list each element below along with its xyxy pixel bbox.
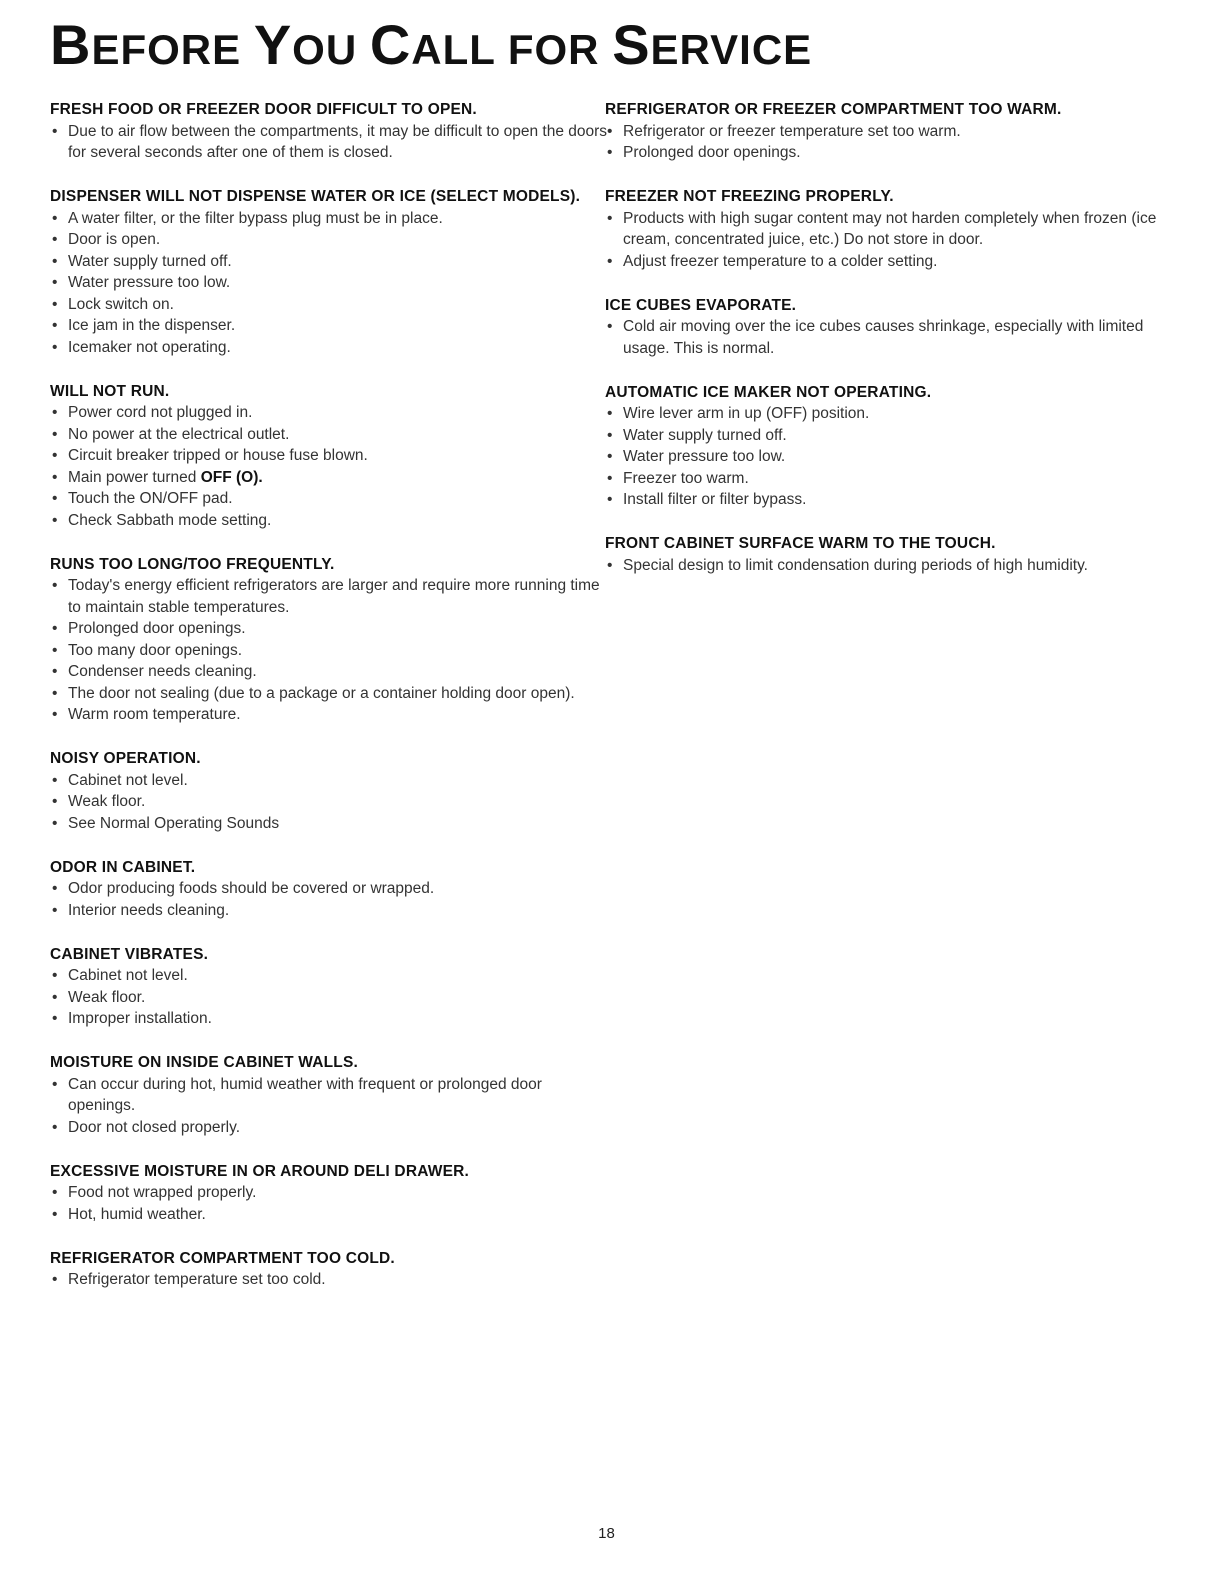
list-item-text: Weak floor.: [68, 793, 146, 810]
cause-list: [605, 208, 1165, 273]
list-item: [50, 294, 610, 316]
cause-list: [50, 1074, 610, 1139]
section-heading: AUTOMATIC ICE MAKER NOT OPERATING.: [605, 383, 932, 401]
cause-list: [50, 1269, 610, 1291]
list-item: [605, 446, 1165, 468]
list-item: [605, 121, 1165, 143]
list-item-text: Lock switch on.: [68, 295, 174, 313]
list-item: [50, 424, 613, 446]
troubleshooting-section: [50, 1248, 610, 1291]
section-heading: FRESH FOOD OR FREEZER DOOR DIFFICULT TO OPEN.: [50, 101, 477, 118]
bullet-icon: •: [52, 295, 58, 313]
bullet-icon: •: [52, 122, 58, 140]
list-item: [605, 208, 1165, 251]
bullet-icon: •: [52, 967, 58, 984]
bullet-icon: •: [607, 252, 613, 270]
cause-list: [50, 575, 610, 726]
list-item-text: Due to air flow between the compartments, it may be difficult to open the doors for several seconds after one of them is closed.: [68, 122, 608, 161]
troubleshooting-section: [50, 1161, 610, 1226]
list-item: [50, 208, 613, 230]
list-item: [50, 445, 613, 467]
bullet-icon: •: [52, 771, 58, 789]
bullet-icon: •: [52, 880, 58, 897]
list-item-text: Water pressure too low.: [623, 448, 786, 465]
list-item: [50, 402, 613, 424]
bullet-icon: •: [52, 404, 58, 421]
bullet-icon: •: [52, 209, 58, 227]
bullet-icon: •: [607, 556, 613, 574]
bullet-icon: •: [52, 1271, 58, 1288]
list-item-text: Prolonged door openings.: [68, 620, 246, 637]
troubleshooting-section: [605, 186, 1165, 272]
bullet-icon: •: [52, 901, 58, 919]
list-item-text: Too many door openings.: [68, 641, 243, 659]
list-item: [50, 488, 613, 510]
title-initial: C: [369, 13, 412, 76]
list-item: [50, 878, 610, 900]
list-item-text: Door not closed properly.: [68, 1118, 241, 1136]
list-item-text: Adjust freezer temperature to a colder setting.: [623, 252, 938, 270]
list-item-text: Hot, humid weather.: [68, 1205, 206, 1223]
bullet-icon: •: [607, 144, 613, 161]
bullet-icon: •: [607, 448, 613, 465]
list-item: [50, 229, 610, 251]
troubleshooting-section: [605, 382, 1165, 511]
bullet-icon: •: [52, 793, 58, 810]
troubleshooting-section: [50, 944, 610, 1030]
list-item: [50, 510, 610, 532]
bullet-icon: •: [52, 425, 58, 443]
list-item-text: Power cord not plugged in.: [68, 404, 253, 421]
cause-list: [50, 770, 610, 835]
list-item: [50, 251, 613, 273]
bullet-icon: •: [52, 706, 58, 723]
list-item-text: Condenser needs cleaning.: [68, 663, 257, 680]
list-item: [50, 987, 610, 1009]
section-heading: MOISTURE ON INSIDE CABINET WALLS.: [50, 1054, 358, 1071]
troubleshooting-section: [50, 748, 610, 834]
list-item-text: Refrigerator temperature set too cold.: [68, 1271, 326, 1288]
list-item: [50, 1008, 610, 1030]
section-heading: CABINET VIBRATES.: [50, 945, 209, 963]
list-item-text: Water supply turned off.: [68, 252, 232, 270]
list-item: [50, 121, 613, 164]
bullet-icon: •: [52, 577, 58, 594]
bullet-icon: •: [52, 684, 58, 702]
list-item-text: Icemaker not operating.: [68, 338, 231, 356]
title-rest: ERVICE: [650, 26, 813, 73]
title-part: [369, 13, 613, 76]
list-item-text: See Normal Operating Sounds: [68, 814, 280, 832]
cause-list: [605, 121, 1165, 164]
list-item: [50, 900, 610, 922]
bullet-icon: •: [52, 338, 58, 356]
list-item: [50, 791, 610, 813]
list-item: [605, 555, 1165, 577]
bullet-icon: •: [52, 620, 58, 637]
cause-list: [605, 555, 1165, 577]
list-item-text: Water pressure too low.: [68, 274, 231, 291]
list-item-text: Today's energy efficient refrigerators are larger and require more running time to maintain stable temperatures.: [68, 577, 600, 616]
list-item: [50, 1117, 610, 1139]
list-item-text: Special design to limit condensation during periods of high humidity.: [623, 556, 1088, 574]
title-rest: EFORE: [91, 26, 254, 73]
list-item: [50, 618, 610, 640]
bullet-icon: •: [52, 468, 58, 486]
list-item-text: Cabinet not level.: [68, 967, 188, 984]
section-heading: NOISY OPERATION.: [50, 750, 201, 767]
cause-list: [50, 965, 610, 1030]
bullet-icon: •: [52, 988, 58, 1006]
section-heading: DISPENSER WILL NOT DISPENSE WATER OR ICE (SELECT MODELS).: [50, 188, 581, 205]
list-item: [50, 683, 610, 705]
title-part: [253, 13, 370, 76]
cause-list: [50, 402, 613, 531]
list-item-text: Improper installation.: [68, 1010, 212, 1027]
troubleshooting-section: [50, 1052, 610, 1138]
section-heading: ICE CUBES EVAPORATE.: [605, 296, 797, 314]
bullet-icon: •: [607, 209, 613, 227]
section-heading: REFRIGERATOR COMPARTMENT TOO COLD.: [50, 1249, 395, 1267]
list-item-text: Install filter or filter bypass.: [623, 491, 807, 508]
list-item-text: Warm room temperature.: [68, 706, 241, 723]
section-heading: REFRIGERATOR OR FREEZER COMPARTMENT TOO WARM.: [605, 101, 1062, 118]
list-item-text: Main power turned: [68, 468, 201, 486]
title-rest: OU: [292, 26, 370, 73]
list-item-text: Odor producing foods should be covered or wrapped.: [68, 880, 435, 897]
list-item: [605, 403, 1165, 425]
list-item-text: Freezer too warm.: [623, 469, 749, 487]
title-part: [612, 13, 813, 76]
troubleshooting-section: [50, 186, 613, 358]
troubleshooting-section: [50, 381, 613, 532]
bullet-icon: •: [52, 490, 58, 507]
bullet-icon: •: [607, 469, 613, 487]
bullet-icon: •: [607, 122, 613, 140]
list-item: [605, 316, 1165, 359]
section-heading: ODOR IN CABINET.: [50, 858, 196, 876]
list-item: [50, 1269, 610, 1291]
list-item-text: Cabinet not level.: [68, 771, 188, 789]
page-title: [50, 13, 910, 77]
cause-list: [605, 316, 1165, 359]
section-heading: EXCESSIVE MOISTURE IN OR AROUND DELI DRAWER.: [50, 1162, 470, 1180]
title-initial: B: [50, 13, 92, 76]
bullet-icon: •: [607, 426, 613, 444]
bullet-icon: •: [52, 231, 58, 248]
troubleshooting-section: [50, 857, 610, 922]
list-item-text: No power at the electrical outlet.: [68, 425, 290, 443]
list-item-text: Can occur during hot, humid weather with frequent or prolonged door openings.: [68, 1075, 542, 1114]
title-rest: ALL FOR: [411, 26, 613, 73]
title-initial: S: [612, 13, 651, 76]
page-number: 18: [598, 1525, 615, 1542]
list-item-text: Door is open.: [68, 231, 161, 248]
list-item-text: Wire lever arm in up (OFF) position.: [623, 405, 870, 422]
bullet-icon: •: [52, 447, 58, 464]
bullet-icon: •: [52, 1075, 58, 1093]
list-item: [605, 425, 1165, 447]
bullet-icon: •: [52, 641, 58, 659]
list-item: [50, 704, 610, 726]
section-heading: FREEZER NOT FREEZING PROPERLY.: [605, 188, 894, 205]
list-item-text: Touch the ON/OFF pad.: [68, 490, 233, 507]
bullet-icon: •: [52, 1010, 58, 1027]
bold-setting-text: OFF (O).: [200, 468, 263, 486]
list-item: [50, 1182, 610, 1204]
list-item: [605, 142, 1165, 164]
list-item: [50, 1074, 610, 1117]
section-heading: RUNS TOO LONG/TOO FREQUENTLY.: [50, 555, 335, 573]
troubleshooting-section: [50, 554, 613, 726]
bullet-icon: •: [52, 274, 58, 291]
list-item-text: Water supply turned off.: [623, 426, 787, 444]
bullet-icon: •: [52, 1205, 58, 1223]
cause-list: [50, 208, 613, 359]
list-item: [605, 489, 1165, 511]
list-item-text: Check Sabbath mode setting.: [68, 511, 272, 529]
list-item: [50, 640, 610, 662]
bullet-icon: •: [607, 318, 613, 335]
cause-list: [50, 121, 613, 164]
list-item: [605, 251, 1165, 273]
cause-list: [50, 1182, 610, 1225]
section-heading: WILL NOT RUN.: [50, 382, 170, 400]
list-item: [50, 661, 610, 683]
bullet-icon: •: [52, 317, 58, 334]
troubleshooting-section: [605, 295, 1165, 360]
list-item: [50, 1204, 610, 1226]
list-item-text: Weak floor.: [68, 988, 146, 1006]
troubleshooting-section: [605, 99, 1165, 164]
bullet-icon: •: [607, 405, 613, 422]
list-item-text: The door not sealing (due to a package or a container holding door open).: [68, 684, 575, 702]
list-item: [50, 965, 610, 987]
list-item: [50, 813, 610, 835]
cause-list: [605, 403, 1165, 511]
list-item-text: A water filter, or the filter bypass plug must be in place.: [68, 209, 443, 227]
title-part: [50, 13, 254, 76]
list-item: [50, 337, 610, 359]
bullet-icon: •: [52, 252, 58, 270]
bullet-icon: •: [52, 511, 58, 529]
cause-list: [50, 878, 610, 921]
troubleshooting-section: [605, 533, 1165, 576]
list-item: [50, 770, 610, 792]
list-item-text: Prolonged door openings.: [623, 144, 801, 161]
list-item-text: Circuit breaker tripped or house fuse blown.: [68, 447, 368, 464]
list-item: [605, 468, 1165, 490]
troubleshooting-section: [50, 99, 613, 164]
list-item-text: Cold air moving over the ice cubes causes shrinkage, especially with limited usage. This is normal.: [623, 318, 1144, 357]
page-title-block: [50, 13, 910, 77]
bullet-icon: •: [52, 663, 58, 680]
section-heading: FRONT CABINET SURFACE WARM TO THE TOUCH.: [605, 535, 996, 552]
left-column: [50, 99, 613, 1313]
bullet-icon: •: [607, 491, 613, 508]
bullet-icon: •: [52, 1184, 58, 1201]
list-item: [50, 315, 613, 337]
title-initial: Y: [253, 13, 293, 76]
list-item: [50, 467, 613, 489]
list-item-text: Refrigerator or freezer temperature set too warm.: [623, 122, 961, 140]
list-item-text: Food not wrapped properly.: [68, 1184, 257, 1201]
right-column: [605, 99, 1165, 599]
bullet-icon: •: [52, 814, 58, 832]
list-item-text: Ice jam in the dispenser.: [68, 317, 236, 334]
list-item: [50, 272, 610, 294]
list-item-text: Interior needs cleaning.: [68, 901, 230, 919]
list-item: [50, 575, 610, 618]
list-item-text: Products with high sugar content may not harden completely when frozen (ice cream, concentrated juice, etc.) Do not store in door.: [623, 209, 1157, 248]
bullet-icon: •: [52, 1118, 58, 1136]
